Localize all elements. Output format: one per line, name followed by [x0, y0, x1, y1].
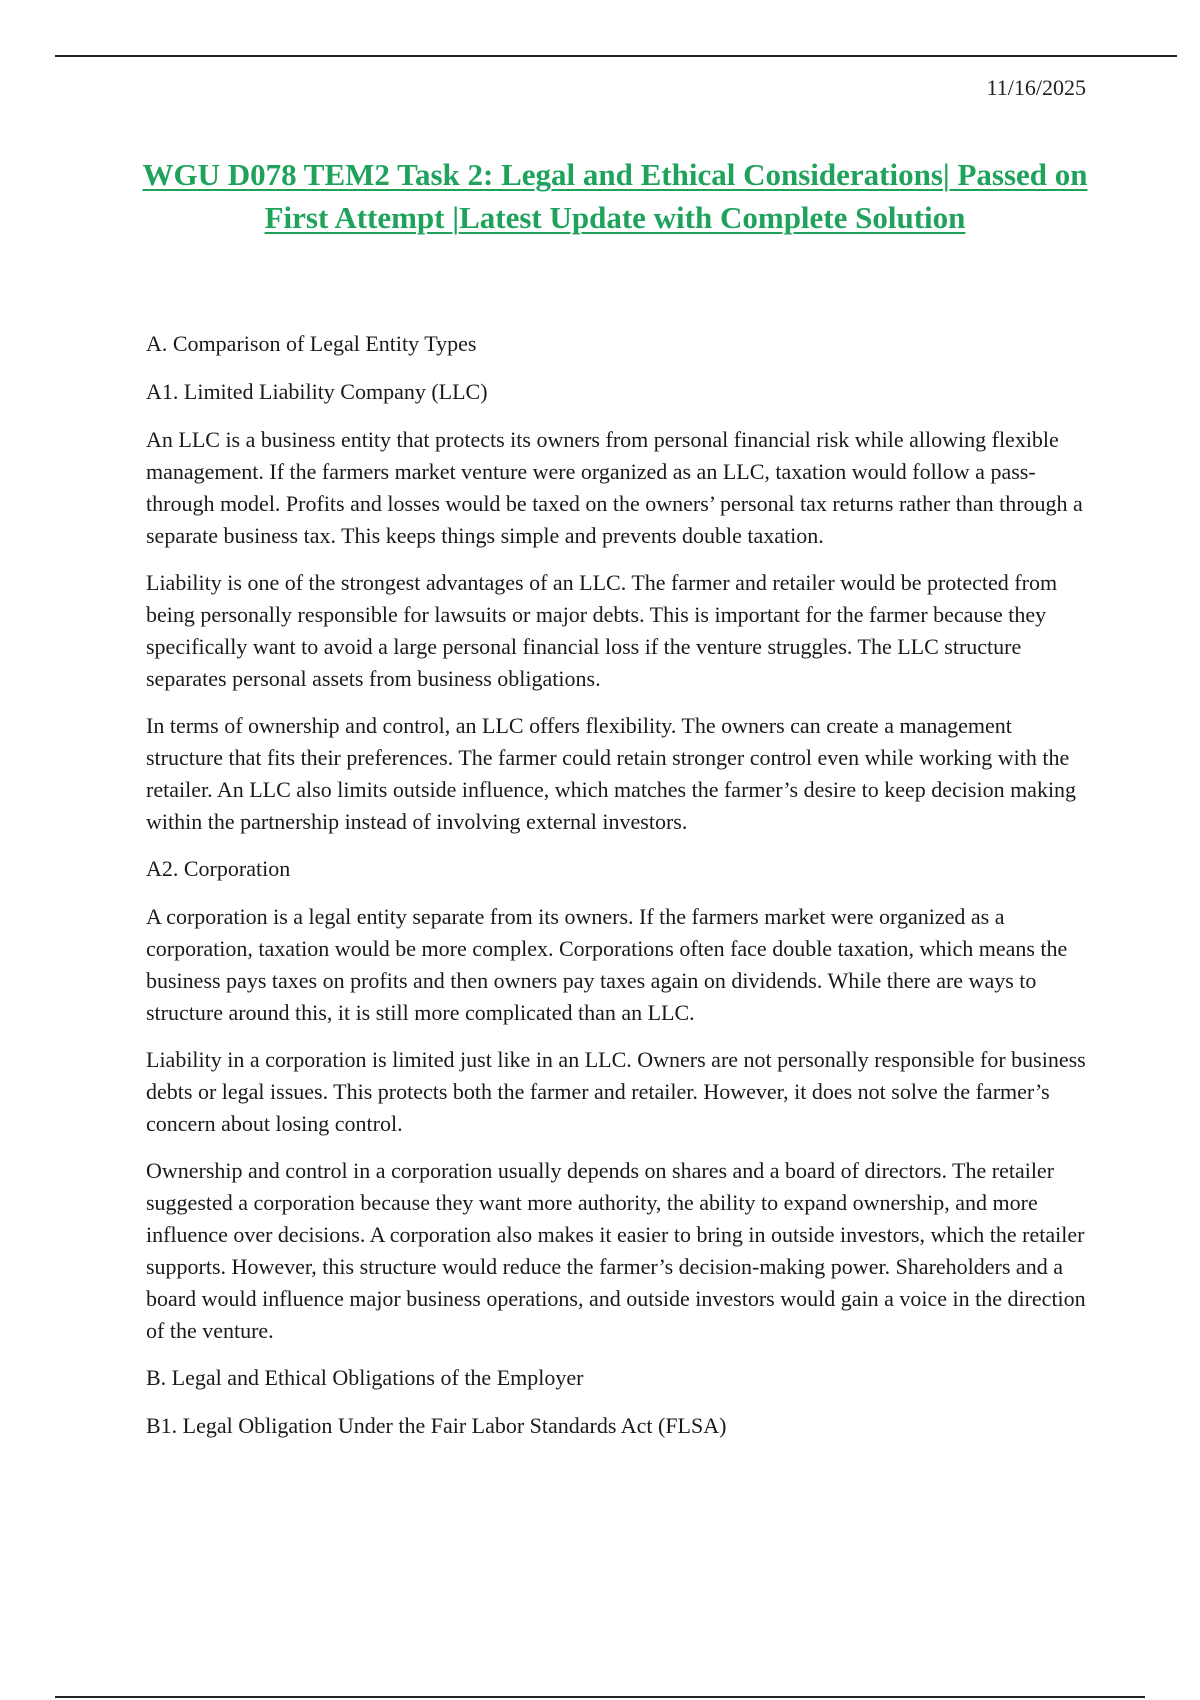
section-heading-a: A. Comparison of Legal Entity Types — [146, 331, 477, 356]
paragraph-llc-taxation: An LLC is a business entity that protects its owners from personal financial risk while allowing flexible management. If the farmers market venture were organized as an LLC, taxation would follow a pass-through model. Profits and losses would be taxed on the owners’ personal tax returns rather than through a separate business tax. This keeps things simple and prevents double taxation. — [146, 427, 1083, 548]
paragraph-corporation-liability: Liability in a corporation is limited just like in an LLC. Owners are not personally responsible for business debts or legal issues. This protects both the farmer and retailer. However, it does not solve the farmer’s concern about losing control. — [146, 1047, 1086, 1136]
section-heading-a1: A1. Limited Liability Company (LLC) — [146, 379, 488, 404]
paragraph-corporation-taxation: A corporation is a legal entity separate from its owners. If the farmers market were organized as a corporation, taxation would be more complex. Corporations often face double taxation, which means the business pays taxes on profits and then owners pay taxes again on dividends. While there are ways to structure around this, it is still more complicated than an LLC. — [146, 904, 1068, 1025]
paragraph-llc-ownership: In terms of ownership and control, an LLC offers flexibility. The owners can create a management structure that fits their preferences. The farmer could retain stronger control even while working with the retailer. An LLC also limits outside influence, which matches the farmer’s desire to keep decision making within the partnership instead of involving external investors. — [146, 713, 1077, 834]
section-heading-b1: B1. Legal Obligation Under the Fair Labor Standards Act (FLSA) — [146, 1413, 727, 1438]
top-rule — [55, 55, 1177, 57]
paragraph-llc-liability: Liability is one of the strongest advantages of an LLC. The farmer and retailer would be protected from being personally responsible for lawsuits or major debts. This is important for the farmer because they specifically want to avoid a large personal financial loss if the venture struggles. The LLC structure separates personal assets from business obligations. — [146, 570, 1058, 691]
document-date: 11/16/2025 — [986, 75, 1086, 100]
bottom-rule — [55, 1696, 1145, 1698]
document-body — [146, 328, 1090, 1458]
section-heading-b: B. Legal and Ethical Obligations of the Employer — [146, 1365, 584, 1390]
section-heading-a2: A2. Corporation — [146, 856, 291, 881]
paragraph-corporation-ownership: Ownership and control in a corporation usually depends on shares and a board of directors. The retailer suggested a corporation because they want more authority, the ability to expand ownership, and more influence over decisions. A corporation also makes it easier to bring in outside investors, which the retailer supports. However, this structure would reduce the farmer’s decision-making power. Shareholders and a board would influence major business operations, and outside investors would gain a voice in the direction of the venture. — [146, 1158, 1086, 1343]
document-title[interactable]: WGU D078 TEM2 Task 2: Legal and Ethical Considerations| Passed on First Attempt |Latest Update with Complete Solution — [142, 157, 1088, 235]
